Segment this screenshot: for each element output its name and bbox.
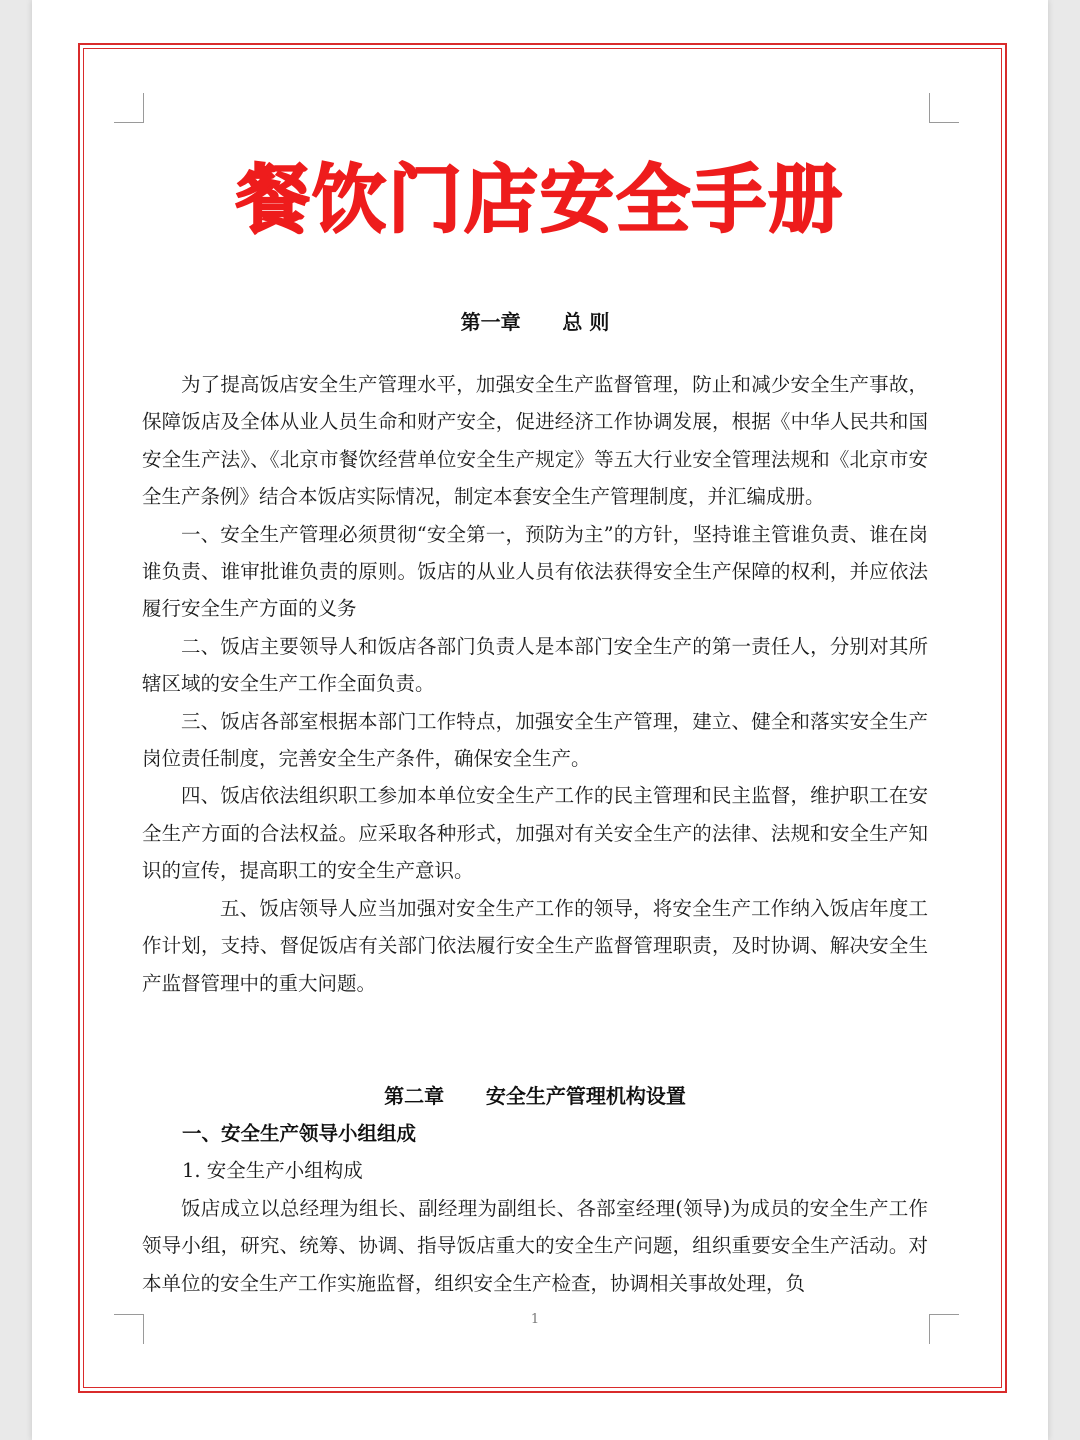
chapter-1-heading: 第一章 总 则 [460,310,610,334]
chapter-2-body [142,1190,928,1302]
paragraph: 为了提高饭店安全生产管理水平，加强安全生产监督管理，防止和减少安全生产事故，保障饭店及全体从业人员生命和财产安全，促进经济工作协调发展，根据《中华人民共和国安全生产法》、《北京市餐饮经营单位安全生产规定》等五大行业安全管理法规和《北京市安全生产条例》结合本饭店实际情况，制定本套安全生产管理制度，并汇编成册。 [142,373,928,509]
paragraph: 二、饭店主要领导人和饭店各部门负责人是本部门安全生产的第一责任人，分别对其所辖区域的安全生产工作全面负责。 [142,634,928,696]
page-number: 1 [530,1312,540,1327]
paragraph: 四、饭店依法组织职工参加本单位安全生产工作的民主管理和民主监督，维护职工在安全生产方面的合法权益。应采取各种形式，加强对有关安全生产的法律、法规和安全生产知识的宣传，提高职工的安全生产意识。 [142,784,928,883]
chapter-2-heading: 第二章 安全生产管理机构设置 [384,1084,686,1108]
paragraph: 一、安全生产管理必须贯彻“安全第一，预防为主”的方针，坚持谁主管谁负责、谁在岗谁负责、谁审批谁负责的原则。饭店的从业人员有依法获得安全生产保障的权利，并应依法履行安全生产方面的义务 [142,522,928,621]
document-title: 餐饮门店安全手册 [236,157,844,243]
crop-mark-bottom-right [929,1314,959,1344]
paragraph: 饭店成立以总经理为组长、副经理为副组长、各部室经理(领导)为成员的安全生产工作领导小组，研究、统筹、协调、指导饭店重大的安全生产问题，组织重要安全生产活动。对本单位的安全生产工作实施监督，组织安全生产检查，协调相关事故处理，负 [142,1197,928,1295]
paragraph: 三、饭店各部室根据本部门工作特点，加强安全生产管理，建立、健全和落实安全生产岗位责任制度，完善安全生产条件，确保安全生产。 [142,709,928,771]
chapter-1-body [142,366,928,1002]
crop-mark-top-right [929,93,959,123]
section-heading: 一、安全生产领导小组组成 [182,1122,417,1145]
paragraph: 五、饭店领导人应当加强对安全生产工作的领导，将安全生产工作纳入饭店年度工作计划，支持、督促饭店有关部门依法履行安全生产监督管理职责，及时协调、解决安全生产监督管理中的重大问题。 [142,896,928,995]
crop-mark-top-left [114,93,144,123]
crop-mark-bottom-left [114,1314,144,1344]
item-heading: 1. 安全生产小组构成 [182,1159,363,1182]
